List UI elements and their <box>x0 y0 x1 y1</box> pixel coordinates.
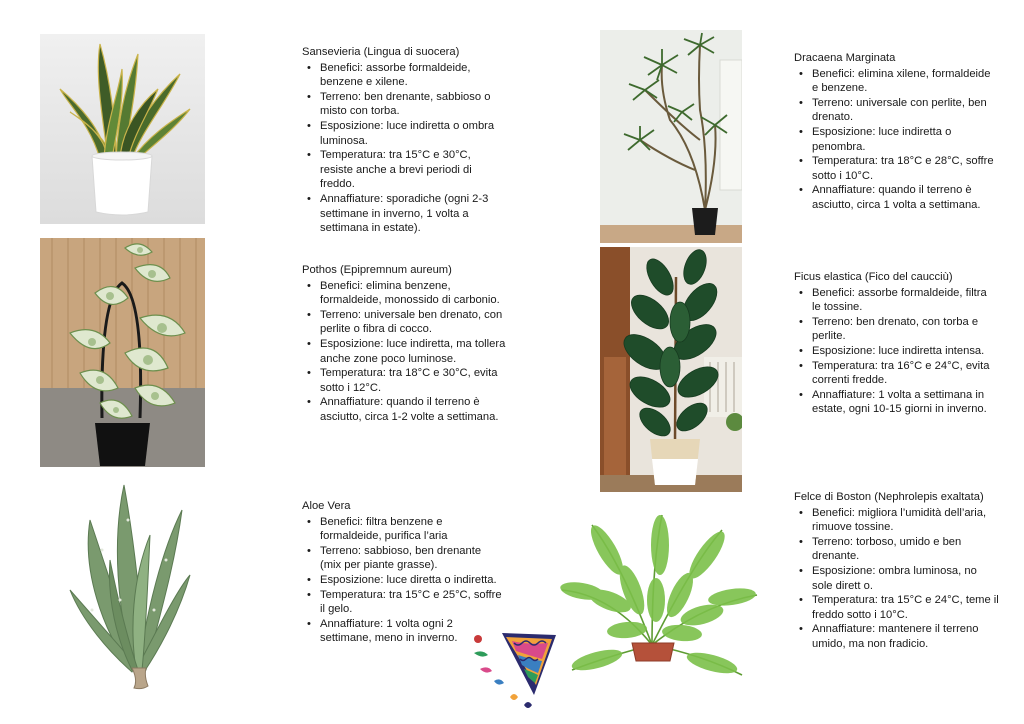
list-item: • Benefici: elimina benzene, formaldeide, monossido di carbonio. <box>320 279 507 308</box>
list-item: • Esposizione: luce indiretta intensa. <box>812 344 994 359</box>
list-item: • Annaffiature: sporadiche (ogni 2-3 settimane in inverno, 1 volta a settimana in estate). <box>320 192 502 236</box>
sansevieria-photo <box>40 34 205 224</box>
list-item: • Temperatura: tra 15°C e 24°C, teme il freddo sotto i 10°C. <box>812 593 999 622</box>
plant-care-list <box>302 515 502 646</box>
plant-title: Aloe Vera <box>302 500 351 512</box>
list-item: • Temperatura: tra 18°C e 30°C, evita sotto i 12°C. <box>320 366 507 395</box>
list-item: • Terreno: universale con perlite, ben drenato. <box>812 96 994 125</box>
list-item: • Benefici: assorbe formaldeide, filtra le tossine. <box>812 286 994 315</box>
plant-card-felce <box>794 490 999 652</box>
dracaena-photo <box>600 30 742 243</box>
list-item: • Terreno: ben drenante, sabbioso o misto con torba. <box>320 90 502 119</box>
plant-care-list <box>794 506 999 652</box>
list-item: • Benefici: elimina xilene, formaldeide e benzene. <box>812 67 994 96</box>
list-item: • Terreno: ben drenato, con torba e perlite. <box>812 315 994 344</box>
plant-title: Pothos (Epipremnum aureum) <box>302 264 452 276</box>
list-item: • Annaffiature: quando il terreno è asciutto, circa 1 volta a settimana. <box>812 183 994 212</box>
list-item: • Esposizione: luce indiretta, ma tollera anche zone poco luminose. <box>320 337 507 366</box>
plant-care-list <box>794 286 994 417</box>
list-item: • Benefici: filtra benzene e formaldeide, purifica l’aria <box>320 515 502 544</box>
list-item: • Temperatura: tra 16°C e 24°C, evita correnti fredde. <box>812 359 994 388</box>
list-item: • Esposizione: luce indiretta o penombra. <box>812 125 994 154</box>
list-item: • Annaffiature: quando il terreno è asciutto, circa 1-2 volte a settimana. <box>320 395 507 424</box>
list-item: • Benefici: assorbe formaldeide, benzene e xilene. <box>320 61 502 90</box>
list-item: • Esposizione: ombra luminosa, no sole dirett o. <box>812 564 999 593</box>
pothos-photo <box>40 238 205 467</box>
list-item: • Terreno: universale ben drenato, con perlite o fibra di cocco. <box>320 308 507 337</box>
plant-card-ficus <box>794 270 994 417</box>
plant-title: Sansevieria (Lingua di suocera) <box>302 46 460 58</box>
list-item: • Temperatura: tra 18°C e 28°C, soffre sotto i 10°C. <box>812 154 994 183</box>
plant-care-list <box>302 279 507 425</box>
list-item: • Temperatura: tra 15°C e 25°C, soffre il gelo. <box>320 588 502 617</box>
plant-care-list <box>302 61 502 236</box>
plant-card-aloe <box>302 499 502 646</box>
felce-photo <box>552 505 762 685</box>
list-item: • Esposizione: luce indiretta o ombra luminosa. <box>320 119 502 148</box>
plant-card-pothos <box>302 263 507 425</box>
plant-care-list <box>794 67 994 213</box>
plant-title: Ficus elastica (Fico del caucciù) <box>794 271 953 283</box>
list-item: • Esposizione: luce diretta o indiretta. <box>320 573 502 588</box>
list-item: • Terreno: torboso, umido e ben drenante. <box>812 535 999 564</box>
list-item: • Benefici: migliora l’umidità dell’aria, rimuove tossine. <box>812 506 999 535</box>
ficus-photo <box>600 247 742 492</box>
list-item: • Annaffiature: 1 volta ogni 2 settimane, meno in inverno. <box>320 617 502 646</box>
plant-card-sansevieria <box>302 45 502 236</box>
list-item: • Annaffiature: mantenere il terreno umido, ma non fradicio. <box>812 622 999 651</box>
plant-title: Felce di Boston (Nephrolepis exaltata) <box>794 491 984 503</box>
plant-card-dracaena <box>794 51 994 213</box>
list-item: • Temperatura: tra 15°C e 30°C, resiste anche a brevi periodi di freddo. <box>320 148 502 192</box>
list-item: • Terreno: sabbioso, ben drenante (mix per piante grasse). <box>320 544 502 573</box>
aloe-photo <box>62 480 197 690</box>
plant-title: Dracaena Marginata <box>794 52 896 64</box>
list-item: • Annaffiature: 1 volta a settimana in estate, ogni 10-15 giorni in inverno. <box>812 388 994 417</box>
